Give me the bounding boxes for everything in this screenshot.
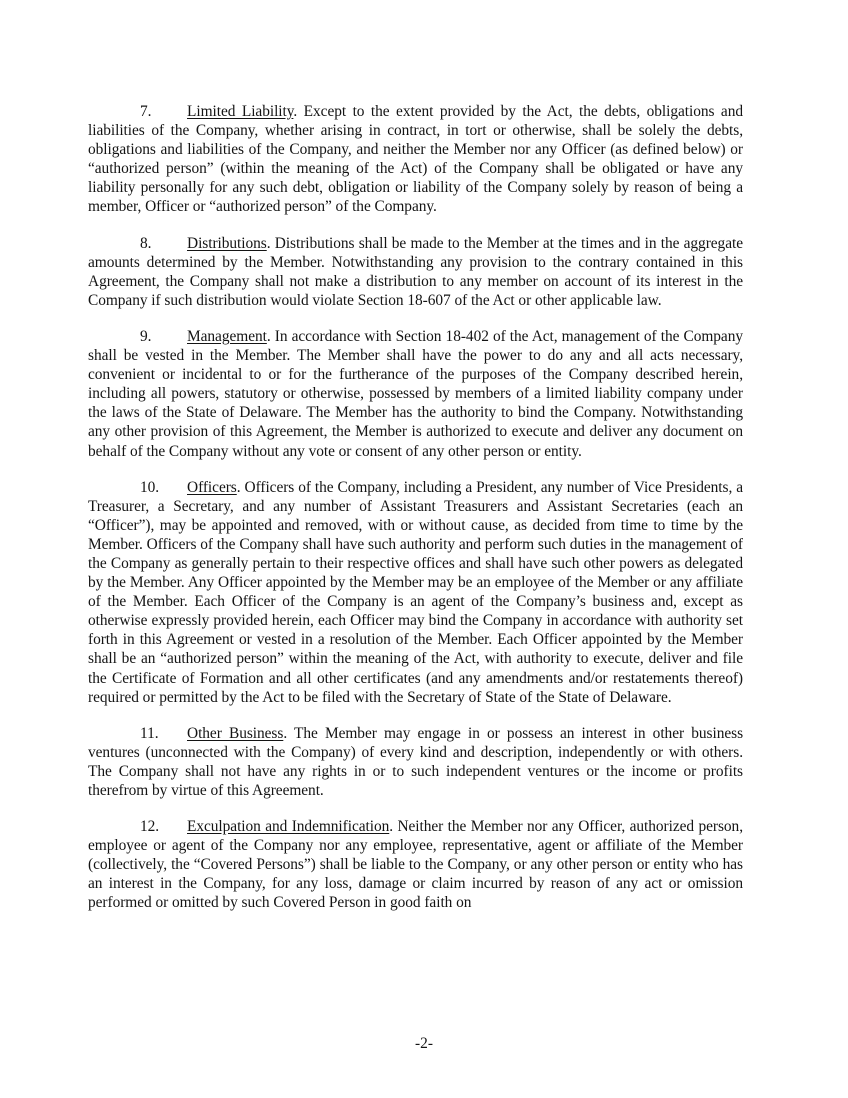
section-8 [88, 234, 743, 310]
section-7 [88, 102, 743, 217]
section-text: . Neither the Member nor any Officer, authorized person, employee or agent of the Company nor any employee, representative, agent or affiliate of the Member (collectively, the “Covered Persons”) shall be liable to the Company, or any other person or entity who has an interest in the Company, for any loss, damage or claim incurred by reason of any act or omission performed or omitted by such Covered Person in good faith on [88, 818, 743, 912]
section-heading: Other Business [187, 724, 284, 742]
section-text: . Officers of the Company, including a President, any number of Vice Presidents, a Treasurer, a Secretary, and any number of Assistant Treasurers and Assistant Secretaries (each an “Officer”), may be appointed and removed, with or without cause, as decided from time to time by the Member. Officers of the Company shall have such authority and perform such duties in the management of the Company as generally pertain to their respective offices and shall have such other powers as delegated by the Member. Any Officer appointed by the Member may be an employee of the Member or any affiliate of the Member. Each Officer of the Company is an agent of the Company’s business and, except as otherwise expressly provided herein, each Officer may bind the Company in accordance with authority set forth in this Agreement or vested in a resolution of the Member. Each Officer appointed by the Member shall be an “authorized person” within the meaning of the Act, with authority to execute, deliver and file the Certificate of Formation and all other certificates (and any amendments and/or restatements thereof) required or permitted by the Act to be filed with the Secretary of State of the State of Delaware. [88, 478, 743, 706]
section-9 [88, 327, 743, 461]
page-number: -2- [415, 1035, 433, 1052]
section-11 [88, 724, 743, 800]
section-text: . Distributions shall be made to the Member at the times and in the aggregate amounts determined by the Member. Notwithstanding any provision to the contrary contained in this Agreement, the Company shall not make a distribution to any member on account of its interest in the Company if such distribution would violate Section 18-607 of the Act or other applicable law. [88, 234, 743, 309]
section-heading: Management [187, 327, 267, 345]
section-number: 7. [140, 103, 152, 120]
document-page [88, 102, 743, 930]
section-heading: Limited Liability [187, 103, 294, 120]
section-heading: Exculpation and Indemnification [187, 818, 390, 836]
section-number: 12. [140, 818, 160, 836]
section-text: . In accordance with Section 18-402 of the Act, management of the Company shall be vested in the Member. The Member shall have the power to do any and all acts necessary, convenient or incidental to or for the furtherance of the purposes of the Company described herein, including all powers, statutory or otherwise, possessed by members of a limited liability company under the laws of the State of Delaware. The Member has the authority to bind the Company. Notwithstanding any other provision of this Agreement, the Member is authorized to execute and deliver any document on behalf of the Company without any vote or consent of any other person or entity. [88, 327, 743, 460]
section-number: 11. [140, 724, 159, 742]
section-number: 8. [140, 234, 152, 252]
section-heading: Officers [187, 478, 237, 496]
section-number: 9. [140, 327, 152, 345]
section-text: . Except to the extent provided by the Act, the debts, obligations and liabilities of the Company, whether arising in contract, in tort or otherwise, shall be solely the debts, obligations and liabilities of the Company, and neither the Member nor any Officer (as defined below) or “authorized person” (within the meaning of the Act) of the Company shall be obligated or have any liability personally for any such debt, obligation or liability of the Company solely by reason of being a member, Officer or “authorized person” of the Company. [88, 103, 743, 216]
section-text: . The Member may engage in or possess an interest in other business ventures (unconnected with the Company) of every kind and description, independently or with others. The Company shall not have any rights in or to such independent ventures or the income or profits therefrom by virtue of this Agreement. [88, 724, 744, 799]
section-10 [88, 478, 743, 707]
section-number: 10. [140, 478, 160, 496]
section-heading: Distributions [187, 234, 267, 252]
section-12 [88, 817, 743, 912]
